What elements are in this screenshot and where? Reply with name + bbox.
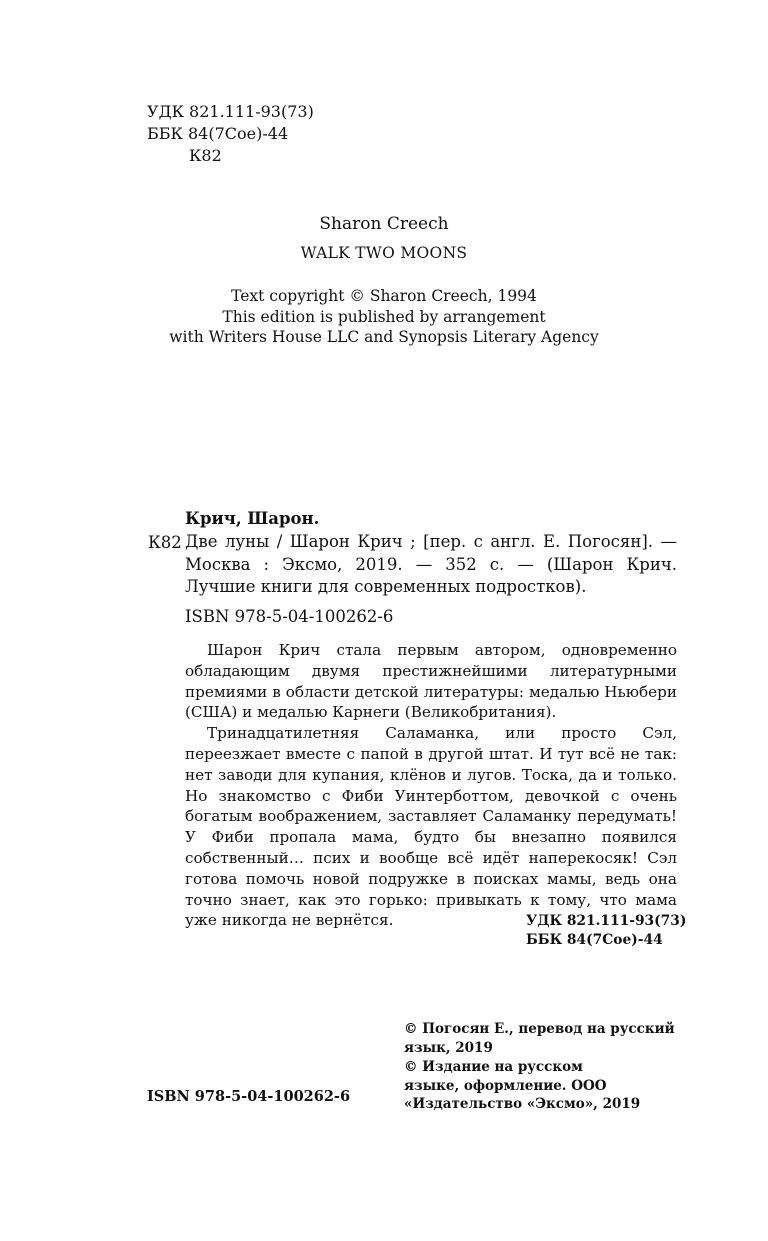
author-mark: К82	[189, 146, 222, 165]
edition-copyright	[404, 1058, 682, 1114]
original-copyright	[0, 286, 768, 348]
udk-code: УДК 821.111-93(73)	[147, 102, 314, 121]
original-author: Sharon Creech	[319, 214, 449, 234]
original-title: WALK TWO MOONS	[300, 244, 468, 262]
isbn-bottom: ISBN 978-5-04-100262-6	[147, 1088, 351, 1105]
annotation-paragraph: Тринадцатилетняя Саламанка, или просто Сэл, переезжает вместе с папой в другой штат. И тут всё не так: нет заводи для купания, клёнов и лугов. Тоска, да и только. Но знакомство с Фиби Уинтерботтом, девочкой с очень богатым воображением, заставляет Саламанку передумать! У Фиби пропала мама, будто бы внезапно появился собственный… псих и вообще всё идёт наперекосяк! Сэл готова помочь новой подружке в поисках мамы, ведь она точно знает, как это горько: привыкать к тому, что мама уже никогда не вернётся.	[185, 724, 677, 930]
annotation-paragraph: Шарон Крич стала первым автором, одновременно обладающим двумя престижнейшими литературными премиями в области детской литературы: медалью Ньюбери (США) и медалью Карнеги (Великобритания).	[185, 641, 677, 722]
udk-code-right: УДК 821.111-93(73)	[526, 913, 687, 929]
card-index: К82	[148, 533, 182, 552]
copyright-line: This edition is published by arrangement	[222, 307, 546, 326]
copyright-line: Text copyright © Sharon Creech, 1994	[231, 287, 537, 305]
edition-copyright-line: © Издание на русском	[404, 1059, 583, 1075]
card-author: Крич, Шарон.	[185, 509, 320, 528]
edition-copyright-line: языке, оформление. ООО	[404, 1077, 607, 1094]
translation-copyright-line: язык, 2019	[404, 1039, 493, 1056]
translation-copyright	[404, 1020, 682, 1057]
edition-copyright-line: «Издательство «Эксмо», 2019	[404, 1096, 641, 1112]
copyright-line: with Writers House LLC and Synopsis Literary Agency	[169, 328, 599, 346]
annotation	[185, 640, 677, 931]
card-isbn: ISBN 978-5-04-100262-6	[185, 607, 394, 626]
translation-copyright-line: © Погосян Е., перевод на русский	[404, 1021, 675, 1037]
classification-codes	[147, 101, 314, 167]
bbk-code: ББК 84(7Сое)-44	[147, 124, 289, 143]
classification-codes-right	[526, 912, 686, 950]
bbk-code-right: ББК 84(7Сое)-44	[526, 932, 663, 948]
card-description: Две луны / Шарон Крич ; [пер. с англ. Е. Погосян]. — Москва : Эксмо, 2019. — 352 с. — (Шарон Крич. Лучшие книги для современных подростков).	[185, 532, 677, 597]
